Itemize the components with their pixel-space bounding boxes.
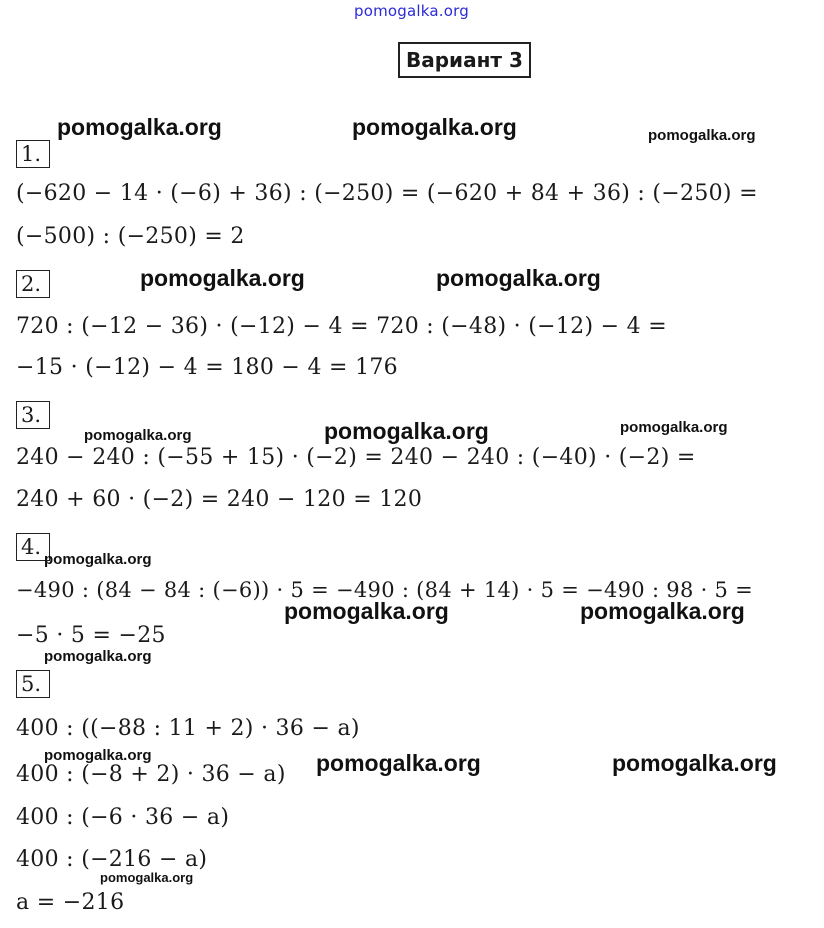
watermark: pomogalka.org	[648, 127, 756, 144]
task-5-number: 5.	[16, 670, 50, 698]
watermark: pomogalka.org	[44, 551, 152, 568]
task-1-line-2: (−500) : (−250) = 2	[16, 224, 245, 249]
watermark: pomogalka.org	[316, 750, 481, 776]
watermark: pomogalka.org	[324, 418, 489, 444]
task-3-line-1: 240 − 240 : (−55 + 15) · (−2) = 240 − 240 : (−40) · (−2) =	[16, 445, 696, 470]
watermark: pomogalka.org	[44, 648, 152, 665]
task-3-number: 3.	[16, 401, 50, 429]
watermark: pomogalka.org	[612, 750, 777, 776]
task-4-number: 4.	[16, 533, 50, 561]
top-watermark-link[interactable]: pomogalka.org	[354, 2, 469, 20]
watermark: pomogalka.org	[352, 114, 517, 140]
watermark: pomogalka.org	[620, 419, 728, 436]
task-4-line-1: −490 : (84 − 84 : (−6)) · 5 = −490 : (84 + 14) · 5 = −490 : 98 · 5 =	[16, 578, 754, 602]
task-1-line-1: (−620 − 14 · (−6) + 36) : (−250) = (−620 + 84 + 36) : (−250) =	[16, 181, 758, 206]
watermark: pomogalka.org	[284, 598, 449, 624]
task-2-line-2: −15 · (−12) − 4 = 180 − 4 = 176	[16, 355, 398, 380]
task-5-line-2: 400 : (−8 + 2) · 36 − a)	[16, 762, 286, 787]
task-2-line-1: 720 : (−12 − 36) · (−12) − 4 = 720 : (−48) · (−12) − 4 =	[16, 314, 668, 339]
watermark: pomogalka.org	[580, 598, 745, 624]
task-2-number: 2.	[16, 270, 50, 298]
task-5-line-1: 400 : ((−88 : 11 + 2) · 36 − a)	[16, 716, 360, 741]
watermark: pomogalka.org	[140, 265, 305, 291]
watermark: pomogalka.org	[436, 265, 601, 291]
watermark: pomogalka.org	[44, 747, 152, 764]
task-5-line-5: a = −216	[16, 890, 125, 915]
watermark: pomogalka.org	[57, 114, 222, 140]
watermark: pomogalka.org	[100, 870, 194, 885]
task-5-line-3: 400 : (−6 · 36 − a)	[16, 805, 230, 830]
task-1-number: 1.	[16, 140, 50, 168]
watermark: pomogalka.org	[84, 427, 192, 444]
variant-title: Вариант 3	[398, 42, 531, 78]
task-4-line-2: −5 · 5 = −25	[16, 623, 166, 648]
task-5-line-4: 400 : (−216 − a)	[16, 847, 208, 872]
task-3-line-2: 240 + 60 · (−2) = 240 − 120 = 120	[16, 487, 423, 512]
